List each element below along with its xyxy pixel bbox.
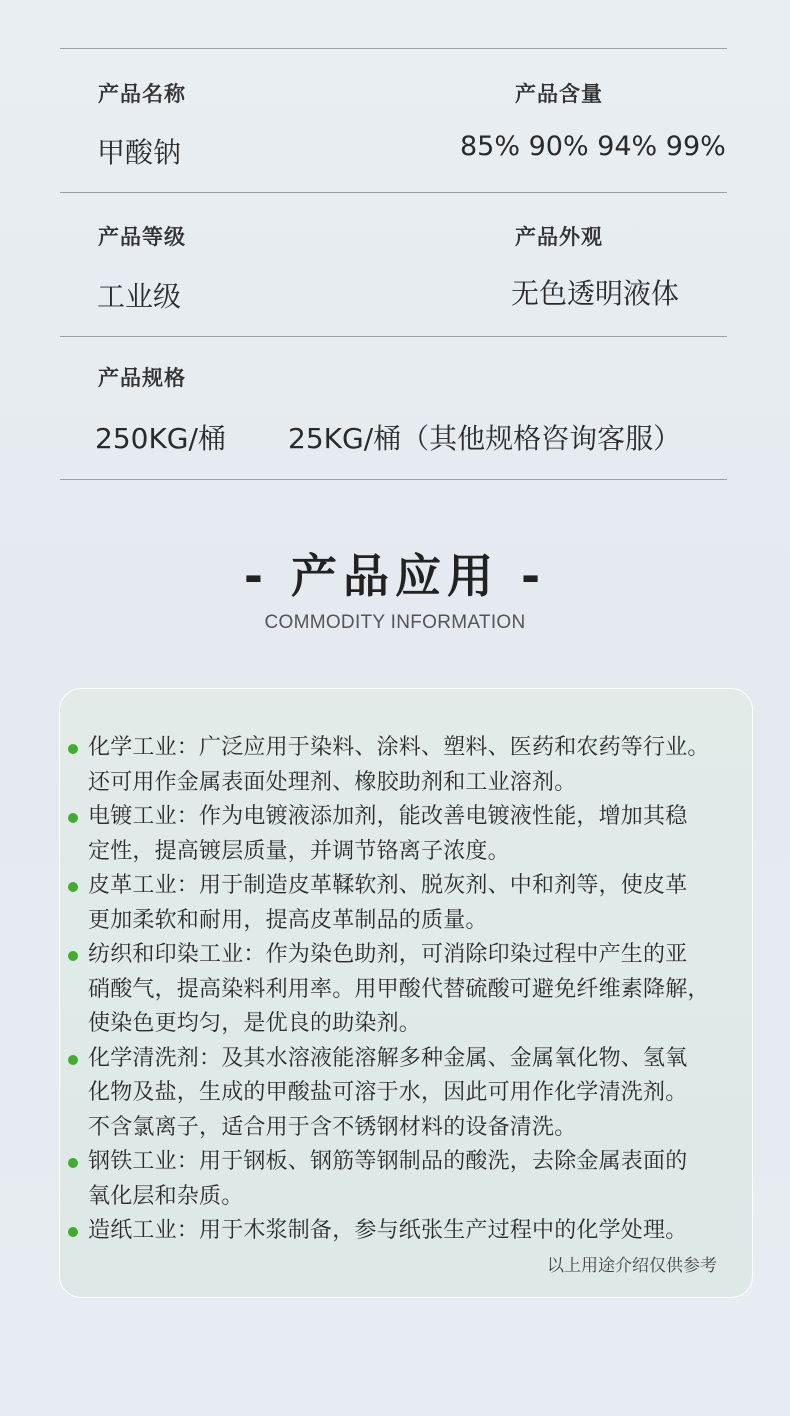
application-item (88, 1214, 752, 1249)
name-label: 产品名称 (98, 82, 186, 106)
divider (60, 48, 727, 49)
application-item (88, 731, 752, 800)
content-value: 85% 90% 94% 99% (460, 131, 726, 162)
application-line: 钢铁工业：用于钢板、钢筋等钢制品的酸洗，去除金属表面的 (88, 1149, 688, 1174)
application-line: 造纸工业：用于木浆制备，参与纸张生产过程中的化学处理。 (88, 1218, 688, 1243)
grade-label: 产品等级 (98, 225, 186, 249)
bullet-icon (68, 744, 78, 754)
bullet-icon (68, 882, 78, 892)
application-line: 定性，提高镀层质量，并调节铬离子浓度。 (88, 838, 510, 864)
application-line: 电镀工业：作为电镀液添加剂，能改善电镀液性能，增加其稳 (88, 804, 688, 829)
appearance-value: 无色透明液体 (511, 277, 680, 310)
application-item (88, 869, 752, 938)
section-title: - 产品应用 - (243, 549, 547, 603)
applications-list (88, 731, 752, 1249)
application-item (88, 1042, 752, 1146)
divider (60, 479, 727, 480)
applications-card (59, 688, 753, 1298)
divider (60, 192, 727, 193)
application-item (88, 800, 752, 869)
content-label: 产品含量 (515, 82, 603, 106)
application-line: 不含氯离子，适合用于含不锈钢材料的设备清洗。 (88, 1114, 577, 1140)
application-item (88, 1145, 752, 1214)
bullet-icon (68, 951, 78, 961)
application-line: 更加柔软和耐用，提高皮革制品的质量。 (88, 907, 488, 933)
bullet-icon (68, 813, 78, 823)
packing-value-1: 250KG/桶 (95, 422, 226, 455)
bullet-icon (68, 1055, 78, 1065)
application-line: 使染色更均匀，是优良的助染剂。 (88, 1011, 422, 1036)
application-line: 化物及盐，生成的甲酸盐可溶于水，因此可用作化学清洗剂。 (88, 1080, 688, 1105)
application-line: 化学清洗剂：及其水溶液能溶解多种金属、金属氧化物、氢氧 (88, 1045, 688, 1071)
application-line: 氧化层和杂质。 (88, 1183, 244, 1209)
application-line: 皮革工业：用于制造皮革鞣软剂、脱灰剂、中和剂等，使皮革 (88, 873, 688, 898)
packing-label: 产品规格 (98, 366, 186, 390)
application-item (88, 938, 752, 1042)
divider (60, 336, 727, 337)
grade-value: 工业级 (97, 280, 182, 313)
application-line: 化学工业：广泛应用于染料、涂料、塑料、医药和农药等行业。 (88, 735, 710, 760)
application-line: 还可用作金属表面处理剂、橡胶助剂和工业溶剂。 (88, 769, 577, 795)
bullet-icon (68, 1227, 78, 1237)
appearance-label: 产品外观 (515, 225, 603, 249)
disclaimer-note: 以上用途介绍仅供参考 (547, 1256, 717, 1276)
application-line: 纺织和印染工业：作为染色助剂，可消除印染过程中产生的亚 (88, 942, 688, 967)
application-line: 硝酸气，提高染料利用率。用甲酸代替硫酸可避免纤维素降解， (88, 976, 710, 1002)
section-subtitle: COMMODITY INFORMATION (264, 612, 526, 633)
bullet-icon (68, 1158, 78, 1168)
name-value: 甲酸钠 (97, 136, 182, 169)
packing-value-2: 25KG/桶（其他规格咨询客服） (288, 422, 682, 455)
